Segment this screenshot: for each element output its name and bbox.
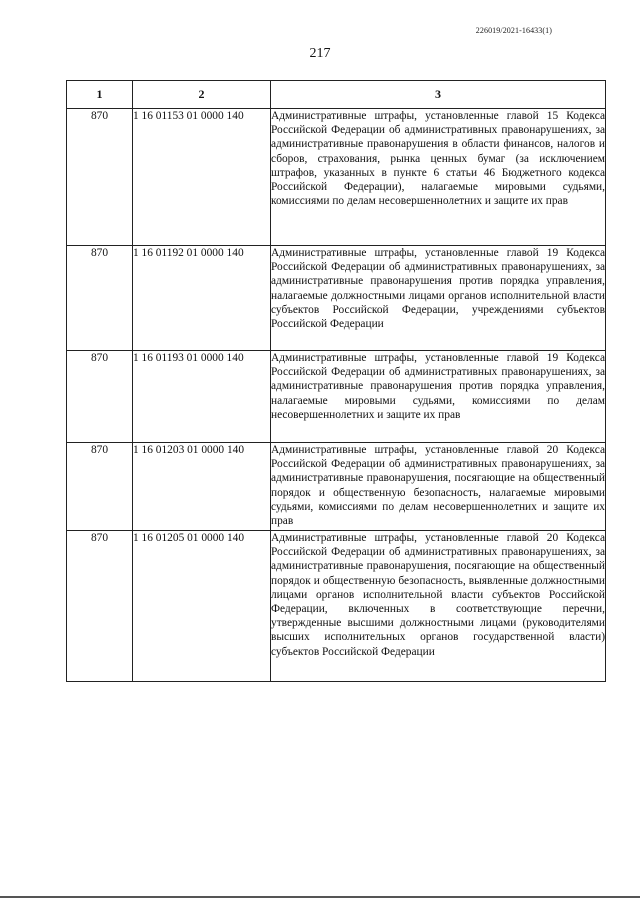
budget-code-cell: 1 16 01153 01 0000 140 xyxy=(133,109,271,246)
budget-codes-table xyxy=(66,80,606,682)
table-row xyxy=(67,109,606,246)
admin-code-cell: 870 xyxy=(67,351,133,443)
page-number: 217 xyxy=(309,46,331,61)
admin-code-cell: 870 xyxy=(67,531,133,682)
document-id: 226019/2021-16433(1) xyxy=(475,26,552,35)
budget-code-cell: 1 16 01193 01 0000 140 xyxy=(133,351,271,443)
column-header-2: 2 xyxy=(133,81,271,109)
table-row xyxy=(67,443,606,531)
table-row xyxy=(67,531,606,682)
table-row xyxy=(67,246,606,351)
admin-code-cell: 870 xyxy=(67,109,133,246)
description-cell: Административные штрафы, установленные главой 19 Кодекса Российской Федерации об административных правонарушениях, за административные правонарушения против порядка управления, налагаемые должностными лицами органов исполнительной власти субъектов Российской Федерации, учреждениями субъектов Российской Федерации xyxy=(271,246,606,351)
table-row xyxy=(67,351,606,443)
description-cell: Административные штрафы, установленные главой 15 Кодекса Российской Федерации об административных правонарушениях, за административные правонарушения в области финансов, налогов и сборов, страхования, рынка ценных бумаг (за исключением штрафов, указанных в пункте 6 статьи 46 Бюджетного кодекса Российской Федерации), налагаемые мировыми судьями, комиссиями по делам несовершеннолетних и защите их прав xyxy=(271,109,606,246)
description-cell: Административные штрафы, установленные главой 19 Кодекса Российской Федерации об административных правонарушениях, за административные правонарушения против порядка управления, налагаемые мировыми судьями, комиссиями по делам несовершеннолетних и защите их прав xyxy=(271,351,606,443)
column-header-1: 1 xyxy=(67,81,133,109)
budget-code-cell: 1 16 01203 01 0000 140 xyxy=(133,443,271,531)
scan-edge-divider xyxy=(0,896,640,898)
description-cell: Административные штрафы, установленные главой 20 Кодекса Российской Федерации об административных правонарушениях, за административные правонарушения, посягающие на общественный порядок и общественную безопасность, выявленные должностными лицами органов исполнительной власти субъектов Российской Федерации, включенных в соответствующие перечни, утвержденные высшими должностными лицами (руководителями высших исполнительных органов государственной власти) субъектов Российской Федерации xyxy=(271,531,606,682)
budget-code-cell: 1 16 01205 01 0000 140 xyxy=(133,531,271,682)
description-cell: Административные штрафы, установленные главой 20 Кодекса Российской Федерации об административных правонарушениях, за административные правонарушения, посягающие на общественный порядок и общественную безопасность, налагаемые мировыми судьями, комиссиями по делам несовершеннолетних и защите их прав xyxy=(271,443,606,531)
column-header-3: 3 xyxy=(271,81,606,109)
admin-code-cell: 870 xyxy=(67,443,133,531)
admin-code-cell: 870 xyxy=(67,246,133,351)
table-header-row xyxy=(67,81,606,109)
budget-code-cell: 1 16 01192 01 0000 140 xyxy=(133,246,271,351)
